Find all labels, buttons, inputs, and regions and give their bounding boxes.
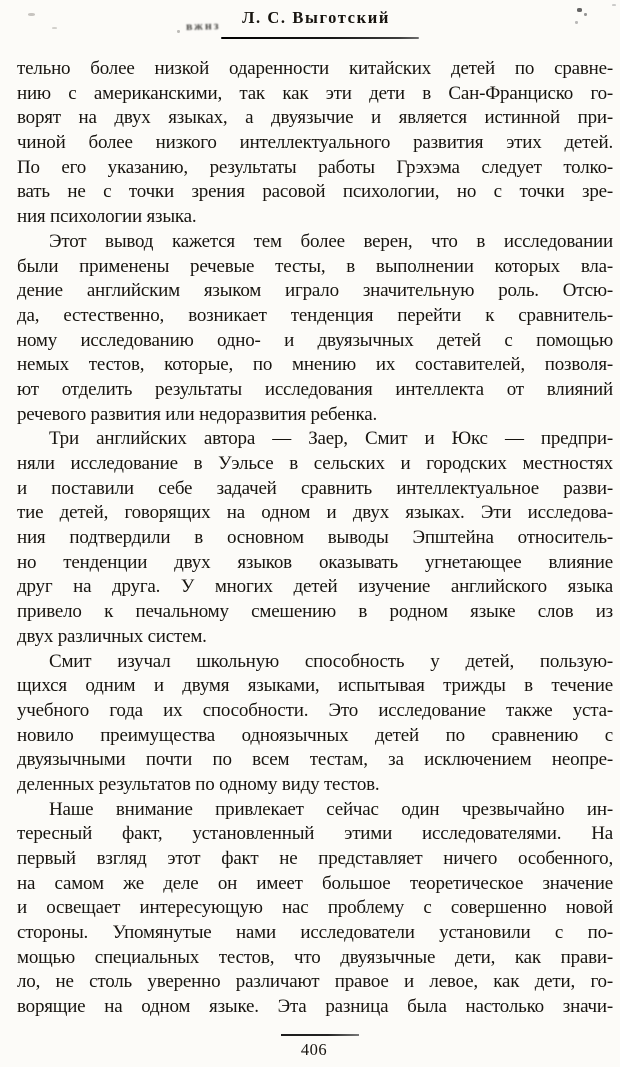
scan-speck [28,13,35,16]
scan-speck [575,21,578,24]
ink-stamp-artifact: вжнз [185,19,221,33]
text-line: на самом же деле он имеет большое теоретическое значение [17,872,613,894]
text-line: были применены речевые тесты, в выполнении которых вла- [17,255,613,277]
text-line: ния психологии языка. [17,206,197,228]
text-line: ния подтвердили в основном выводы Эпштейна относитель- [17,527,613,549]
text-line: двух различных систем. [17,625,207,647]
text-line: дение английским языком играло значительную роль. Отсю- [17,280,613,302]
text-line: новило преимущества одноязычных детей по сравнению с [17,724,613,746]
text-line: и освещает интересующую нас проблему с совершенно новой [17,897,613,919]
running-header [0,6,620,40]
text-line: да, естественно, возникает тенденция перейти к сравнитель- [17,304,613,326]
scan-speck [577,8,582,12]
text-line: и поставили себе задачей сравнить интеллектуальное разви- [17,477,613,499]
text-line: ют отделить результаты исследования интеллекта от влияний [17,378,613,400]
text-line: стороны. Упомянутые нами исследователи установили с по- [17,922,613,944]
text-line: учебного года их способности. Это исследование также уста- [17,699,613,721]
text-line: няли исследование в Уэльсе в сельских и городских местностях [17,453,613,474]
text-line: первый взгляд этот факт не представляет ничего особенного, [17,848,613,869]
text-line: Смит изучал школьную способность у детей, пользую- [49,650,613,672]
scan-speck [177,30,180,33]
text-line: ло, не столь уверенно различают правое и левое, как дети, го- [17,971,613,993]
text-line: привело к печальному смешению в родном языке слов из [17,601,613,623]
text-line: друг на друга. У многих детей изучение английского языка [17,576,613,598]
text-line: щихся одним и двумя языками, испытывая трижды в течение [17,675,613,697]
text-line: Три английских автора — Заер, Смит и Юкс — предпри- [49,428,613,450]
scan-speck [612,4,616,6]
text-line: ному исследованию одно- и двуязычных детей с помощью [17,329,613,351]
text-line: немых тестов, которые, по мнению их составителей, позволя- [17,354,613,376]
text-line: ворят на двух языках, а двуязычие и является истинной при- [17,107,613,129]
text-line: вать не с точки зрения расовой психологии, но с точки зре- [17,181,613,203]
text-line: чиной более низкого интеллектуального развития этих детей. [17,132,613,154]
scan-speck [52,27,57,29]
text-line: мощью специальных тестов, что двуязычные дети, как прави- [17,946,613,968]
text-line: но тенденции двух языков оказывать угнетающее влияние [17,551,613,573]
text-line: Этот вывод кажется тем более верен, что в исследовании [49,230,613,252]
text-line: тельно более низкой одаренности китайских детей по сравне- [17,58,613,79]
text-line: тие детей, говорящих на одном и двух языках. Эти исследова- [17,502,613,524]
page-header-author: Л. С. Выготский [242,8,390,27]
page-number: 406 [300,1040,328,1059]
text-line: Наше внимание привлекает сейчас один чрезвычайно ин- [49,798,613,820]
text-line: ворящие на одном языке. Эта разница была настолько значи- [17,996,613,1018]
text-line: деленных результатов по одному виду тестов. [17,773,380,795]
body-text [17,57,613,1020]
text-line: нию с американскими, так как эти дети в Сан-Франциско го- [17,82,613,104]
text-line: речевого развития или недоразвития ребенка. [17,403,377,425]
text-line: тересный факт, установленный этими исследователями. На [17,823,613,845]
text-line: По его указанию, результаты работы Грэхэма следует толко- [17,156,613,178]
footer-rule [281,1034,359,1036]
scan-speck [584,13,587,16]
text-line: двуязычными почти по всем тестам, за исключением неопре- [17,749,613,771]
